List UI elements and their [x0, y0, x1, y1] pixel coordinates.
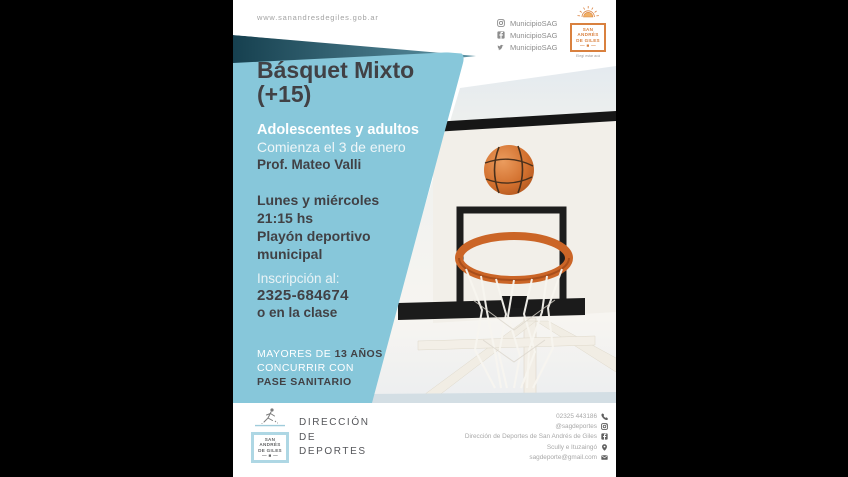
contact-list	[465, 411, 608, 463]
logo-text-line: DE GILES	[258, 447, 282, 453]
social-instagram[interactable]	[497, 17, 558, 29]
sun-icon	[573, 5, 603, 18]
contact-phone[interactable]	[465, 411, 608, 421]
location-icon	[601, 444, 608, 451]
contact-facebook[interactable]	[465, 432, 608, 442]
organization-name	[299, 416, 370, 460]
schedule-line: Lunes y miércoles	[257, 192, 380, 208]
social-links	[497, 17, 558, 54]
logo-rule: — ■ —	[261, 453, 278, 459]
sanitary-pass-notice	[257, 347, 383, 389]
poster-title-line1: Básquet Mixto	[257, 57, 415, 83]
logo-text-line: SAN	[264, 437, 276, 442]
logo-text-line: ANDRÉS	[259, 442, 281, 448]
contact-label: Dirección de Deportes de San Andrés de Giles	[464, 433, 597, 441]
poster-title-line2: (+15)	[257, 80, 312, 107]
social-handle: MunicipioSAG	[510, 43, 558, 53]
social-handle: MunicipioSAG	[510, 30, 558, 40]
facebook-icon	[497, 31, 505, 39]
basketball	[484, 145, 534, 195]
email-icon	[601, 454, 608, 461]
social-facebook[interactable]	[497, 29, 558, 41]
inscription-phone[interactable]: 2325-684674	[257, 287, 349, 304]
inscription-label: Inscripción al:	[257, 271, 340, 286]
logo-text-line: DE GILES	[576, 37, 600, 43]
contact-label: 02325 443186	[556, 412, 597, 420]
social-handle: MunicipioSAG	[510, 18, 558, 28]
runner-icon	[253, 407, 287, 427]
age-bold: 13 AÑOS	[334, 348, 383, 360]
twitter-icon	[497, 44, 505, 52]
schedule-line: municipal	[257, 246, 323, 262]
contact-label: Scully e Ituzaingó	[546, 443, 597, 451]
logo-text-line: ANDRÉS	[577, 32, 599, 38]
website-url[interactable]: www.sanandresdegiles.gob.ar	[257, 13, 379, 22]
contact-location[interactable]	[465, 442, 608, 452]
contact-email[interactable]	[465, 453, 608, 463]
org-line: DE	[299, 431, 317, 443]
contact-label: @sagdeportes	[555, 423, 597, 431]
municipality-logo	[566, 5, 610, 58]
inscription-alternative: o en la clase	[257, 305, 338, 320]
pass-line2: PASE SANITARIO	[257, 376, 352, 388]
facebook-icon	[601, 433, 608, 440]
contact-label: sagdeporte@gmail.com	[529, 454, 597, 462]
schedule-line: Playón deportivo	[257, 228, 371, 244]
logo-text-line: SAN	[582, 27, 594, 32]
contact-instagram[interactable]	[465, 421, 608, 431]
municipality-logo-box	[570, 23, 606, 52]
sports-logo-box	[251, 432, 289, 463]
flyer-canvas	[233, 0, 616, 477]
instagram-icon	[497, 19, 505, 27]
age-prefix: MAYORES DE	[257, 348, 335, 360]
start-date: Comienza el 3 de enero	[257, 139, 406, 155]
schedule-line: 21:15 hs	[257, 210, 314, 226]
logo-rule: — ■ —	[579, 43, 596, 49]
schedule-block	[257, 191, 379, 263]
instagram-icon	[601, 423, 608, 430]
social-twitter[interactable]	[497, 42, 558, 54]
pass-line1: CONCURRIR CON	[257, 362, 354, 374]
phone-icon	[601, 413, 608, 420]
poster-title	[257, 59, 414, 106]
municipality-tagline: Elegí estar acá	[576, 53, 600, 58]
sports-department-logo	[247, 407, 293, 463]
org-line: DEPORTES	[299, 446, 367, 457]
org-line: DIRECCIÓN	[299, 417, 370, 428]
poster-subtitle: Adolescentes y adultos	[257, 122, 419, 138]
coach-name: Prof. Mateo Valli	[257, 157, 362, 172]
